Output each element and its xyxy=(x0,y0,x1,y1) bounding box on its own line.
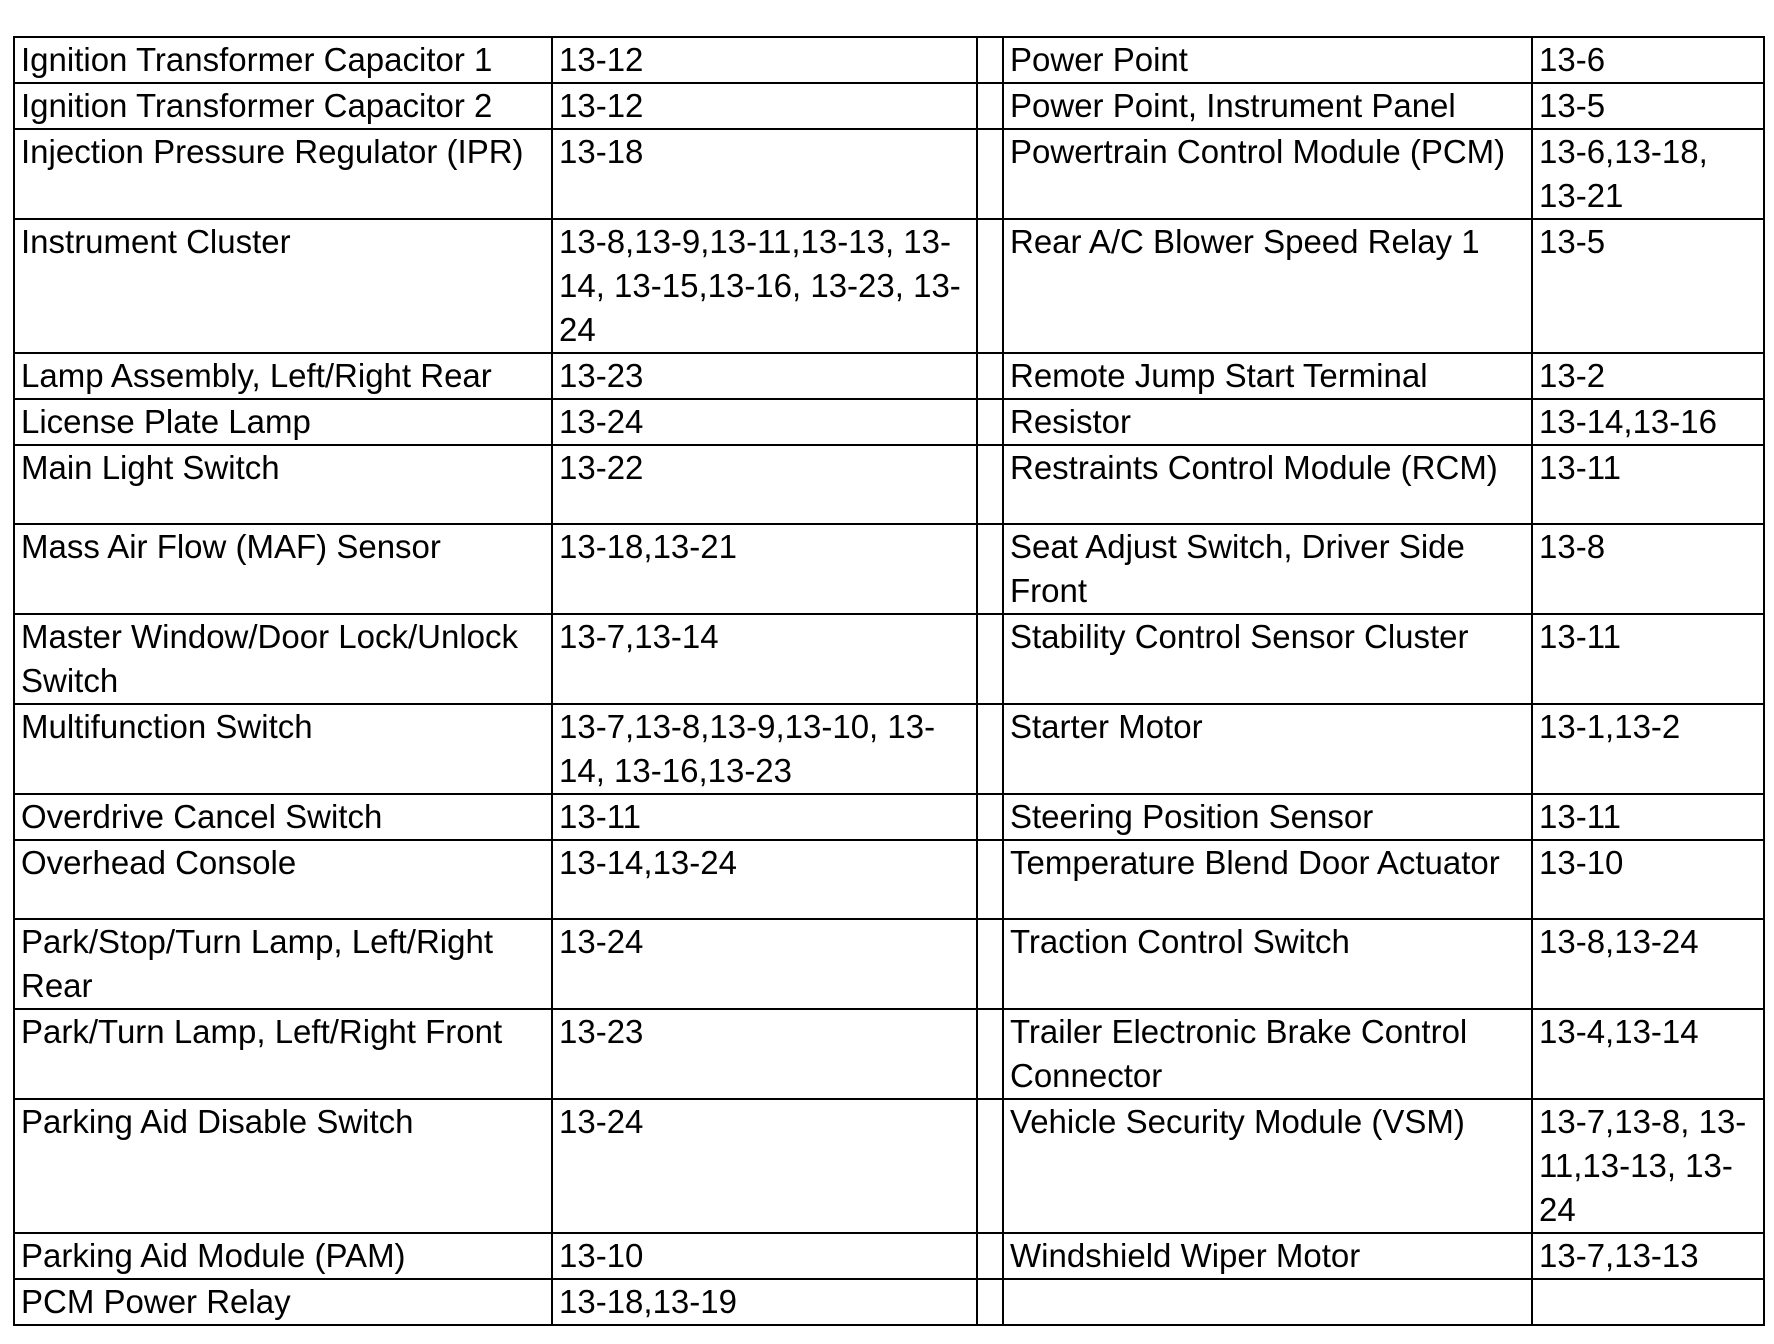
column-gap xyxy=(977,704,1003,794)
component-name-cell: Injection Pressure Regulator (IPR) xyxy=(14,129,552,219)
component-name-cell: Ignition Transformer Capacitor 1 xyxy=(14,37,552,83)
table-row xyxy=(14,1009,1764,1099)
component-name-cell: Lamp Assembly, Left/Right Rear xyxy=(14,353,552,399)
page-ref-cell: 13-4,13-14 xyxy=(1532,1009,1764,1099)
page-ref-cell: 13-7,13-13 xyxy=(1532,1233,1764,1279)
component-name-cell: Trailer Electronic Brake Control Connector xyxy=(1003,1009,1532,1099)
table-row xyxy=(14,83,1764,129)
component-name-cell: Remote Jump Start Terminal xyxy=(1003,353,1532,399)
component-name-cell: Ignition Transformer Capacitor 2 xyxy=(14,83,552,129)
component-name-cell: Traction Control Switch xyxy=(1003,919,1532,1009)
table-row xyxy=(14,219,1764,353)
column-gap xyxy=(977,524,1003,614)
column-gap xyxy=(977,1279,1003,1325)
table-row xyxy=(14,1099,1764,1233)
component-name-cell: Resistor xyxy=(1003,399,1532,445)
component-name-cell: Powertrain Control Module (PCM) xyxy=(1003,129,1532,219)
column-gap xyxy=(977,445,1003,524)
component-name-cell: Temperature Blend Door Actuator xyxy=(1003,840,1532,919)
table-row xyxy=(14,445,1764,524)
component-name-cell: Restraints Control Module (RCM) xyxy=(1003,445,1532,524)
column-gap xyxy=(977,37,1003,83)
table-row xyxy=(14,1233,1764,1279)
table-row xyxy=(14,399,1764,445)
page-ref-cell: 13-18 xyxy=(552,129,977,219)
page-ref-cell: 13-22 xyxy=(552,445,977,524)
page-ref-cell: 13-7,13-8, 13-11,13-13, 13-24 xyxy=(1532,1099,1764,1233)
page-ref-cell: 13-12 xyxy=(552,83,977,129)
component-name-cell: Steering Position Sensor xyxy=(1003,794,1532,840)
page-ref-cell: 13-8,13-9,13-11,13-13, 13-14, 13-15,13-16, 13-23, 13-24 xyxy=(552,219,977,353)
component-name-cell: Overdrive Cancel Switch xyxy=(14,794,552,840)
page-ref-cell: 13-6 xyxy=(1532,37,1764,83)
page-ref-cell: 13-24 xyxy=(552,399,977,445)
table-row xyxy=(14,1279,1764,1325)
component-name-cell: Park/Turn Lamp, Left/Right Front xyxy=(14,1009,552,1099)
page-ref-cell: 13-7,13-8,13-9,13-10, 13-14, 13-16,13-23 xyxy=(552,704,977,794)
page-ref-cell: 13-1,13-2 xyxy=(1532,704,1764,794)
page-ref-cell: 13-6,13-18, 13-21 xyxy=(1532,129,1764,219)
component-name-cell: Instrument Cluster xyxy=(14,219,552,353)
index-table-body xyxy=(14,37,1764,1325)
table-row xyxy=(14,794,1764,840)
column-gap xyxy=(977,614,1003,704)
component-name-cell: Rear A/C Blower Speed Relay 1 xyxy=(1003,219,1532,353)
component-name-cell xyxy=(1003,1279,1532,1325)
column-gap xyxy=(977,219,1003,353)
component-name-cell: Seat Adjust Switch, Driver Side Front xyxy=(1003,524,1532,614)
page-ref-cell: 13-5 xyxy=(1532,219,1764,353)
page-ref-cell: 13-14,13-24 xyxy=(552,840,977,919)
component-name-cell: Power Point, Instrument Panel xyxy=(1003,83,1532,129)
table-row xyxy=(14,919,1764,1009)
page-ref-cell: 13-2 xyxy=(1532,353,1764,399)
column-gap xyxy=(977,919,1003,1009)
component-name-cell: Parking Aid Module (PAM) xyxy=(14,1233,552,1279)
page-ref-cell: 13-23 xyxy=(552,353,977,399)
page-ref-cell: 13-24 xyxy=(552,1099,977,1233)
page-ref-cell: 13-8 xyxy=(1532,524,1764,614)
component-name-cell: Master Window/Door Lock/Unlock Switch xyxy=(14,614,552,704)
component-index-table xyxy=(13,36,1765,1326)
page-ref-cell: 13-23 xyxy=(552,1009,977,1099)
page-ref-cell: 13-10 xyxy=(552,1233,977,1279)
component-name-cell: Vehicle Security Module (VSM) xyxy=(1003,1099,1532,1233)
table-row xyxy=(14,129,1764,219)
page-ref-cell: 13-11 xyxy=(552,794,977,840)
component-name-cell: PCM Power Relay xyxy=(14,1279,552,1325)
page-ref-cell: 13-8,13-24 xyxy=(1532,919,1764,1009)
page-ref-cell: 13-10 xyxy=(1532,840,1764,919)
page-ref-cell: 13-11 xyxy=(1532,614,1764,704)
column-gap xyxy=(977,1009,1003,1099)
page-ref-cell: 13-18,13-19 xyxy=(552,1279,977,1325)
column-gap xyxy=(977,794,1003,840)
page-ref-cell xyxy=(1532,1279,1764,1325)
component-name-cell: Stability Control Sensor Cluster xyxy=(1003,614,1532,704)
page-ref-cell: 13-11 xyxy=(1532,445,1764,524)
column-gap xyxy=(977,353,1003,399)
column-gap xyxy=(977,1099,1003,1233)
table-row xyxy=(14,524,1764,614)
column-gap xyxy=(977,83,1003,129)
component-name-cell: Multifunction Switch xyxy=(14,704,552,794)
component-name-cell: Mass Air Flow (MAF) Sensor xyxy=(14,524,552,614)
page-ref-cell: 13-18,13-21 xyxy=(552,524,977,614)
table-row xyxy=(14,37,1764,83)
page-ref-cell: 13-24 xyxy=(552,919,977,1009)
page-ref-cell: 13-12 xyxy=(552,37,977,83)
table-row xyxy=(14,840,1764,919)
component-name-cell: Power Point xyxy=(1003,37,1532,83)
component-name-cell: Windshield Wiper Motor xyxy=(1003,1233,1532,1279)
table-row xyxy=(14,614,1764,704)
table-row xyxy=(14,353,1764,399)
page-ref-cell: 13-11 xyxy=(1532,794,1764,840)
component-name-cell: Overhead Console xyxy=(14,840,552,919)
column-gap xyxy=(977,1233,1003,1279)
table-row xyxy=(14,704,1764,794)
page-ref-cell: 13-5 xyxy=(1532,83,1764,129)
column-gap xyxy=(977,129,1003,219)
component-name-cell: Parking Aid Disable Switch xyxy=(14,1099,552,1233)
page-ref-cell: 13-14,13-16 xyxy=(1532,399,1764,445)
component-name-cell: Starter Motor xyxy=(1003,704,1532,794)
component-name-cell: Park/Stop/Turn Lamp, Left/Right Rear xyxy=(14,919,552,1009)
component-name-cell: Main Light Switch xyxy=(14,445,552,524)
component-name-cell: License Plate Lamp xyxy=(14,399,552,445)
page-ref-cell: 13-7,13-14 xyxy=(552,614,977,704)
column-gap xyxy=(977,399,1003,445)
column-gap xyxy=(977,840,1003,919)
